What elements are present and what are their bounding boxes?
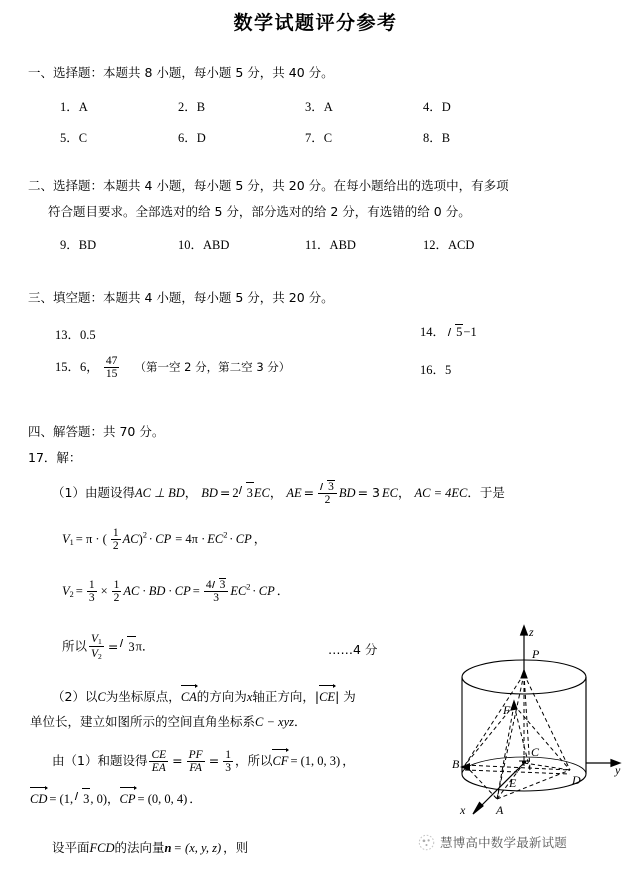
- answer-number: 10．: [178, 238, 204, 252]
- figure-label-x: x: [460, 803, 466, 817]
- section-2-heading-line-2: 符合题目要求。全部选对的给 5 分，部分选对的给 2 分，有选错的给 0 分。: [48, 204, 471, 219]
- answer-number: 13．: [55, 328, 81, 342]
- question-17-part-2-line-5: 设平面FCD的法向量n = (x, y, z) ，则: [52, 840, 249, 855]
- answer-item-15: [55, 355, 290, 380]
- answer-number: 2．: [178, 100, 197, 114]
- vector-cf: CF: [272, 748, 288, 771]
- answer-value: C: [323, 131, 333, 145]
- math-ac-eq-4ec: AC = 4EC: [414, 485, 468, 500]
- figure-label-D: D: [572, 773, 581, 787]
- geometry-figure-cylinder-pyramid: [452, 622, 627, 830]
- fraction-1-2: $\frac{1}{2}$: [112, 527, 119, 553]
- vector-cp: CP: [120, 786, 136, 809]
- section-2-heading-line-1: 二、选择题：本题共 4 小题，每小题 5 分，共 20 分。在每小题给出的选项中，有多项: [28, 178, 509, 193]
- math-ac-perp-bd: AC ⊥ BD: [134, 485, 185, 500]
- period: ．: [467, 484, 480, 500]
- figure-label-E: E: [509, 776, 517, 790]
- answer-value: BD: [78, 238, 97, 252]
- sqrt-icon: 3: [320, 480, 335, 493]
- answer-item-8: [423, 128, 450, 146]
- fraction-ce-ea: $\frac{CE}{EA}$: [151, 749, 167, 775]
- page-title: 数学试题评分参考: [233, 12, 398, 34]
- answer-number: 14．: [420, 325, 446, 339]
- answer-item-13: [55, 325, 96, 343]
- math-ae-eq: AE = $\frac{3}{2}$ BD = 3 EC: [286, 481, 398, 507]
- answer-item-14: [420, 322, 477, 340]
- fraction-v1-v2: $\frac{V_1}{V_2}$: [91, 633, 102, 661]
- part1-prefix: （1）由题设得: [52, 484, 135, 500]
- formula-volume-ratio: 所以 $\frac{V_1}{V_2}$ = 3π．: [62, 633, 155, 661]
- vector-ce: CE: [319, 684, 335, 707]
- answer-item-7: [305, 128, 332, 146]
- answer-value: 5: [445, 363, 452, 377]
- answer-15-note: （第一空 2 分，第二空 3 分）: [134, 359, 291, 374]
- vector-ca: CA: [181, 684, 197, 707]
- figure-label-z: z: [529, 625, 534, 639]
- answer-number: 1．: [60, 100, 79, 114]
- watermark-text: 慧博高中数学最新试题: [440, 835, 568, 850]
- answer-number: 15．: [55, 359, 81, 374]
- figure-label-C: C: [531, 745, 540, 759]
- answer-item-9: [60, 235, 96, 253]
- section-4-heading: 四、解答题：共 70 分。: [28, 424, 165, 439]
- fraction-pf-fa: $\frac{PF}{FA}$: [188, 749, 203, 775]
- question-17-part-2-line-2: 单位长，建立如图所示的空间直角坐标系C − xyz．: [30, 714, 307, 729]
- figure-label-A: A: [496, 803, 504, 817]
- answer-value: B: [196, 100, 206, 114]
- answer-value: D: [196, 131, 206, 145]
- figure-label-y: y: [615, 763, 621, 777]
- watermark: [418, 833, 567, 851]
- question-17-part-1-line: [52, 480, 505, 506]
- answer-number: 9．: [60, 238, 79, 252]
- math-bd-eq: BD = 2 3EC: [201, 485, 270, 500]
- fraction-1-3: $\frac{1}{3}$: [225, 749, 231, 775]
- answer-value: A: [78, 100, 88, 114]
- question-17-part-2-line-3: 由（1）和题设得 $\frac{CE}{EA}$ = $\frac{PF}{FA}$ = $\frac{1}{3}$ ，所以CF = (1, 0, 3) ，: [52, 749, 355, 775]
- answer-value: A: [323, 100, 333, 114]
- answer-item-3: [305, 97, 333, 115]
- answer-item-16: [420, 360, 451, 378]
- sqrt-icon: 5: [448, 324, 463, 340]
- answer-number: 6．: [178, 131, 197, 145]
- part1-tail: 于是: [479, 484, 505, 500]
- answer-number: 7．: [305, 131, 324, 145]
- answer-number: 8．: [423, 131, 442, 145]
- answer-number: 16．: [420, 363, 446, 377]
- answer-item-10: [178, 235, 229, 253]
- answer-number: 11．: [305, 238, 330, 252]
- answer-item-2: [178, 97, 205, 115]
- figure-label-P: P: [532, 647, 540, 661]
- answer-number: 5．: [60, 131, 79, 145]
- answer-value: 0.5: [80, 328, 96, 342]
- sqrt-icon: 3: [212, 578, 227, 591]
- comma: ，: [397, 484, 411, 500]
- fraction-1-2: $\frac{1}{2}$: [113, 579, 120, 605]
- sqrt-icon: 3: [120, 636, 135, 657]
- formula-v2: $V_2$ = $\frac{1}{3}$ × $\frac{1}{2}$ AC · BD · CP = $\frac{4 3}{3}$ $EC^2$ · CP ．: [62, 579, 290, 605]
- fraction-47-15: $\frac{47}{15}$: [105, 355, 118, 381]
- answer-value: B: [441, 131, 451, 145]
- answer-value: ABD: [329, 238, 356, 252]
- comma: ，: [184, 484, 198, 500]
- answer-value: D: [441, 100, 451, 114]
- formula-v1: $V_1 = \pi$ · ( $\frac{1}{2}$ AC)$^2$ · CP = $4\pi \cdot EC^2$ · CP ，: [62, 527, 267, 553]
- answer-number: 12．: [423, 238, 449, 252]
- answer-item-4: [423, 97, 451, 115]
- question-17-label: 17．解：: [28, 450, 82, 465]
- sqrt-icon: 3: [75, 788, 90, 809]
- vector-cd: CD: [30, 786, 47, 809]
- answer-value: C: [78, 131, 88, 145]
- answer-item-5: [60, 128, 87, 146]
- answer-item-12: [423, 235, 474, 253]
- fraction-4sqrt3-3: $\frac{4 3}{3}$: [204, 578, 229, 604]
- answer-item-6: [178, 128, 206, 146]
- answer-item-11: [305, 235, 356, 253]
- question-17-part-2-line-4: CD = (1, 3, 0)，CP = (0, 0, 4) ．: [30, 786, 202, 809]
- answer-value-first: 6，: [80, 359, 99, 374]
- answer-number: 3．: [305, 100, 324, 114]
- score-mark-4-points: ……4 分: [328, 642, 378, 657]
- answer-value: ACD: [448, 238, 475, 252]
- figure-label-B: B: [452, 757, 460, 771]
- section-3-heading: 三、填空题：本题共 4 小题，每小题 5 分，共 20 分。: [28, 290, 334, 305]
- fraction-sqrt3-2: $\frac{3}{2}$: [318, 480, 337, 506]
- comma: ，: [269, 484, 283, 500]
- answer-value-tail: −1: [463, 325, 477, 339]
- sqrt-icon: 3: [239, 482, 254, 503]
- watermark-logo-icon: [418, 834, 435, 851]
- fraction-1-3: $\frac{1}{3}$: [88, 579, 95, 605]
- answer-value: ABD: [203, 238, 230, 252]
- figure-label-F: F: [503, 703, 511, 717]
- question-17-part-2-line-1: （2）以C为坐标原点，CA的方向为x轴正方向，|CE| 为: [52, 684, 356, 707]
- answer-number: 4．: [423, 100, 442, 114]
- answer-item-1: [60, 97, 88, 115]
- section-1-heading: 一、选择题：本题共 8 小题，每小题 5 分，共 40 分。: [28, 65, 334, 80]
